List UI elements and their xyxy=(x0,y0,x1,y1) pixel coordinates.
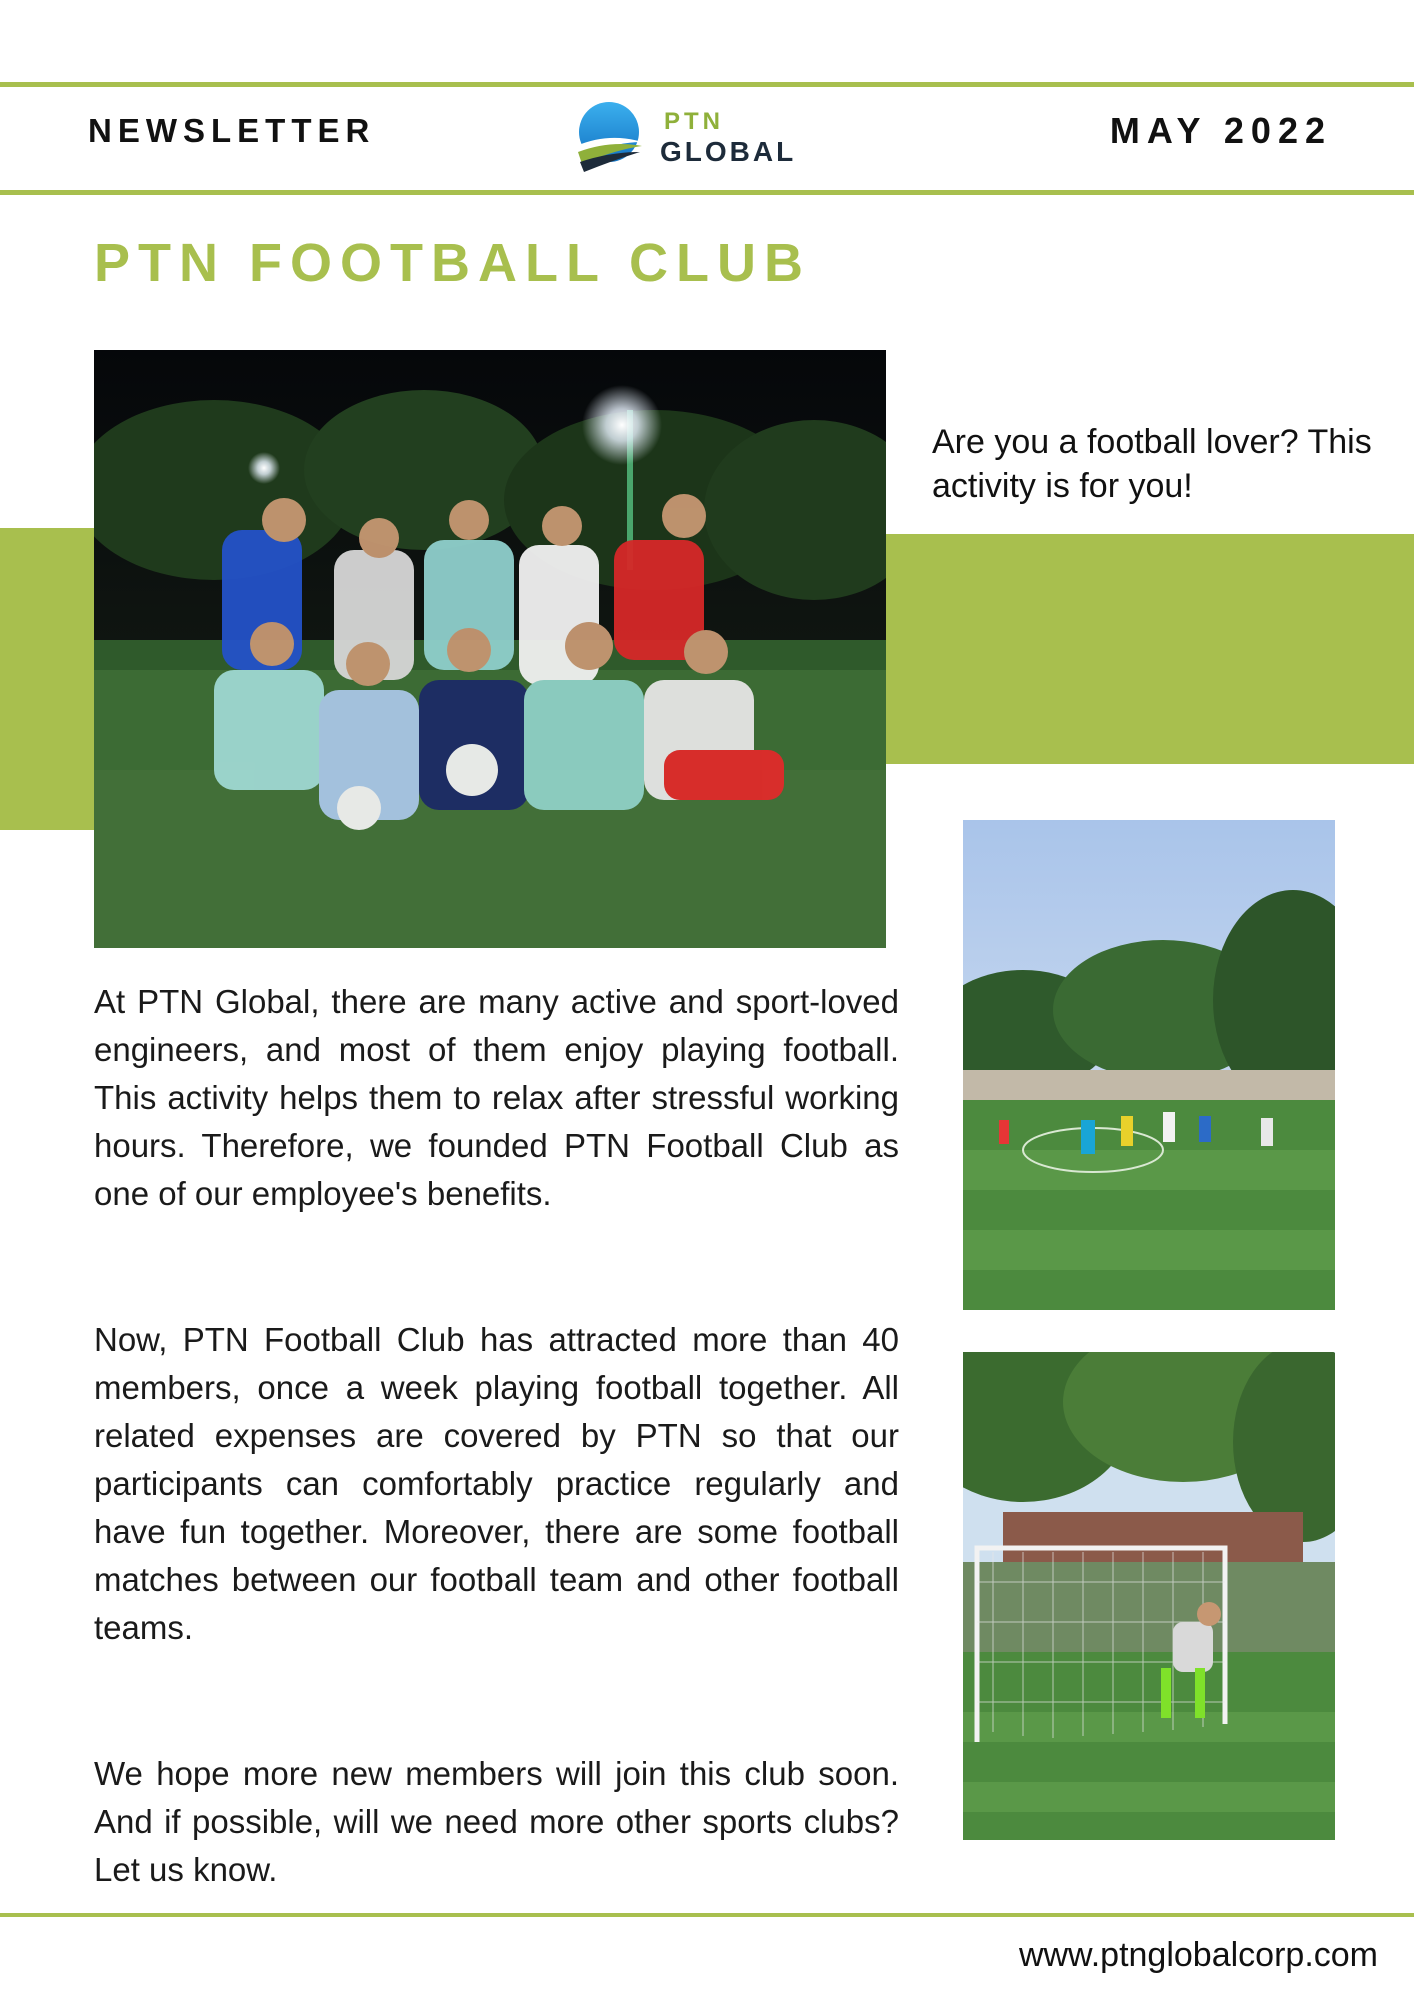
website-link[interactable]: www.ptnglobalcorp.com xyxy=(1018,1936,1378,1974)
logo-text-ptn: PTN xyxy=(664,108,724,135)
article-paragraph-2: Now, PTN Football Club has attracted more than 40 members, once a week playing football together. All related expenses are covered by PTN so that our participants can comfortably practice regularly and have fun together. Moreover, there are some football matches between our football team and other football teams. xyxy=(94,1321,899,1646)
article-title: PTN FOOTBALL CLUB xyxy=(94,233,811,293)
globe-swoosh-icon xyxy=(574,102,644,178)
ptn-global-logo xyxy=(574,102,804,178)
match-play-photo xyxy=(963,820,1335,1310)
team-group-photo xyxy=(94,350,886,948)
logo-text-global: GLOBAL xyxy=(660,136,797,167)
article-paragraph-1: At PTN Global, there are many active and sport-loved engineers, and most of them enjoy playing football. This activity helps them to relax after stressful working hours. Therefore, we founded PTN Football Club as one of our employee's benefits. xyxy=(94,983,899,1212)
article-tagline: Are you a football lover? This activity is for you! xyxy=(932,423,1372,505)
header-bottom-rule xyxy=(0,190,1414,195)
header-top-rule xyxy=(0,82,1414,87)
decor-band-right xyxy=(848,534,1414,764)
article-paragraph-3: We hope more new members will join this club soon. And if possible, will we need more other sports clubs? Let us know. xyxy=(94,1755,899,1888)
footer-rule xyxy=(0,1913,1414,1917)
goalkeeper-photo xyxy=(963,1352,1335,1840)
newsletter-label: NEWSLETTER xyxy=(88,112,376,149)
issue-date: MAY 2022 xyxy=(1109,110,1332,151)
